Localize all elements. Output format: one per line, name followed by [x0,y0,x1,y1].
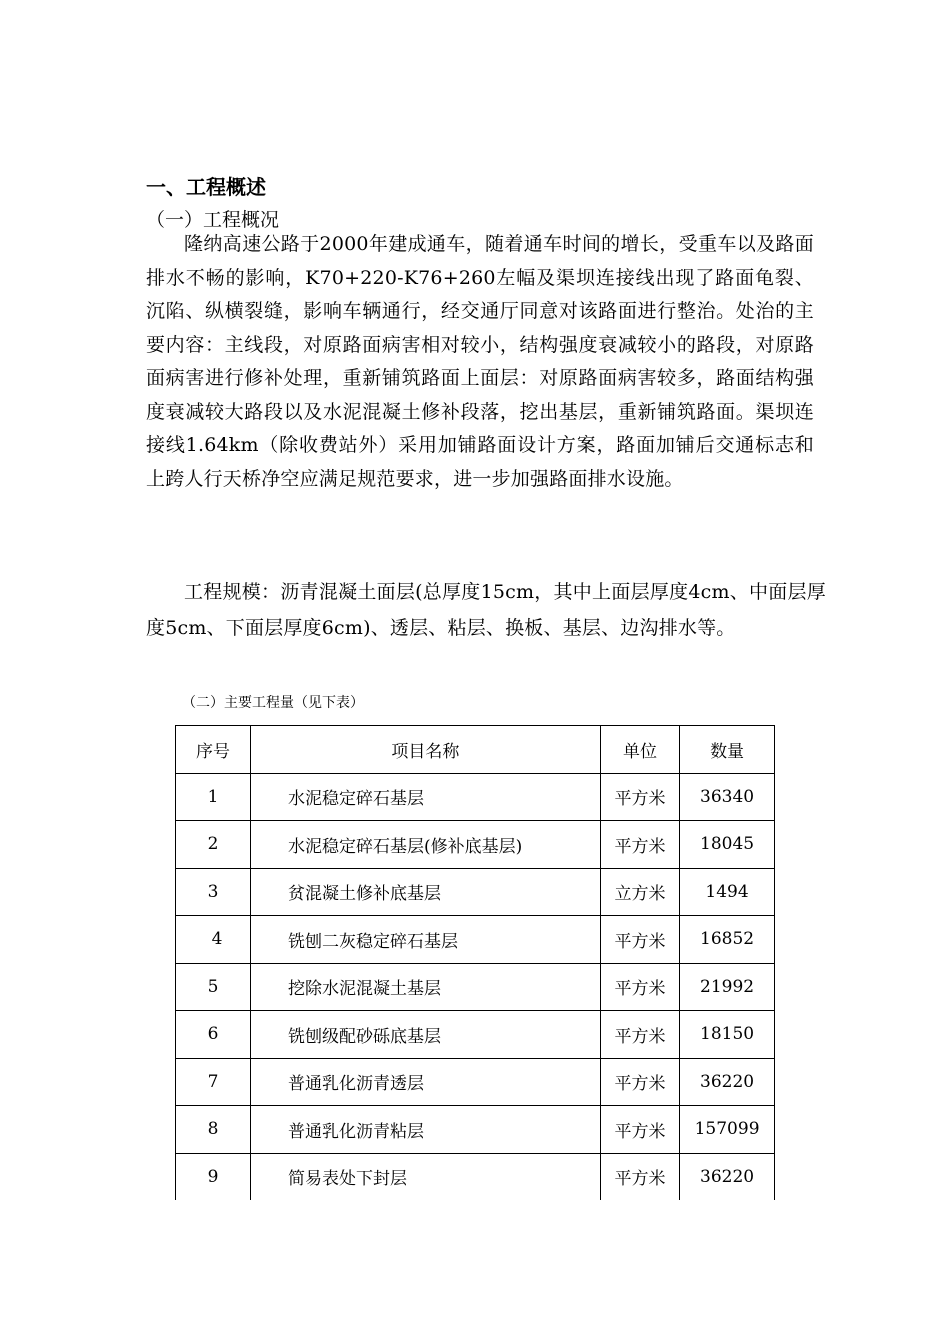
row-name: 普通乳化沥青粘层 [251,1106,601,1154]
row-unit: 平方米 [600,916,679,964]
row-unit: 平方米 [600,1106,679,1154]
table-row [176,1011,775,1059]
row-name: 普通乳化沥青透层 [251,1058,601,1106]
row-qty: 36220 [680,1153,775,1200]
row-name: 铣刨级配砂砾底基层 [251,1011,601,1059]
scale-paragraph: 工程规模：沥青混凝土面层(总厚度15cm，其中上面层厚度4cm、中面层厚度5cm、下面层厚度6cm)、透层、粘层、换板、基层、边沟排水等。 [146,581,826,639]
section-title: 一、工程概述 [146,175,266,199]
table-row [176,821,775,869]
row-name: 铣刨二灰稳定碎石基层 [251,916,601,964]
row-name: 水泥稳定碎石基层(修补底基层) [251,821,601,869]
row-unit: 平方米 [600,1153,679,1200]
header-name: 项目名称 [251,726,601,774]
row-name: 简易表处下封层 [251,1153,601,1200]
row-unit: 立方米 [600,868,679,916]
row-qty: 16852 [680,916,775,964]
table-row [176,963,775,1011]
table-row [176,1106,775,1154]
table-row [176,868,775,916]
row-no: 6 [176,1011,251,1059]
table-row [176,1058,775,1106]
row-qty: 36340 [680,773,775,821]
row-unit: 平方米 [600,773,679,821]
row-unit: 平方米 [600,821,679,869]
subsection-title: （一）工程概况 [146,209,280,231]
row-qty: 21992 [680,963,775,1011]
row-no: 3 [176,868,251,916]
table-caption: （二）主要工程量（见下表） [182,695,364,711]
row-unit: 平方米 [600,963,679,1011]
row-unit: 平方米 [600,1011,679,1059]
row-name: 水泥稳定碎石基层 [251,773,601,821]
row-qty: 18045 [680,821,775,869]
row-no: 2 [176,821,251,869]
table-header-row [176,726,775,774]
table-row [176,773,775,821]
overview-paragraph: 隆纳高速公路于2000年建成通车，随着通车时间的增长，受重车以及路面排水不畅的影响，K70+220-K76+260左幅及渠坝连接线出现了路面龟裂、沉陷、纵横裂缝，影响车辆通行，经交通厅同意对该路面进行整治。处治的主要内容：主线段，对原路面病害相对较小，结构强度衰减较小的路段，对原路面病害进行修补处理，重新铺筑路面上面层：对原路面病害较多，路面结构强度衰减较大路段以及水泥混凝土修补段落，挖出基层，重新铺筑路面。渠坝连接线1.64km（除收费站外）采用加铺路面设计方案，路面加铺后交通标志和上跨人行天桥净空应满足规范要求，进一步加强路面排水设施。 [146,233,814,490]
row-name: 挖除水泥混凝土基层 [251,963,601,1011]
row-qty: 18150 [680,1011,775,1059]
header-unit: 单位 [600,726,679,774]
row-name: 贫混凝土修补底基层 [251,868,601,916]
row-qty: 157099 [680,1106,775,1154]
row-no: 9 [176,1153,251,1200]
header-qty: 数量 [680,726,775,774]
row-qty: 36220 [680,1058,775,1106]
table-row [176,916,775,964]
row-no: 5 [176,963,251,1011]
row-no: 1 [176,773,251,821]
row-no: 7 [176,1058,251,1106]
header-no: 序号 [176,726,251,774]
quantity-table [175,725,775,1200]
row-unit: 平方米 [600,1058,679,1106]
row-no: 4 [176,916,251,964]
row-no: 8 [176,1106,251,1154]
table-row [176,1153,775,1200]
row-qty: 1494 [680,868,775,916]
